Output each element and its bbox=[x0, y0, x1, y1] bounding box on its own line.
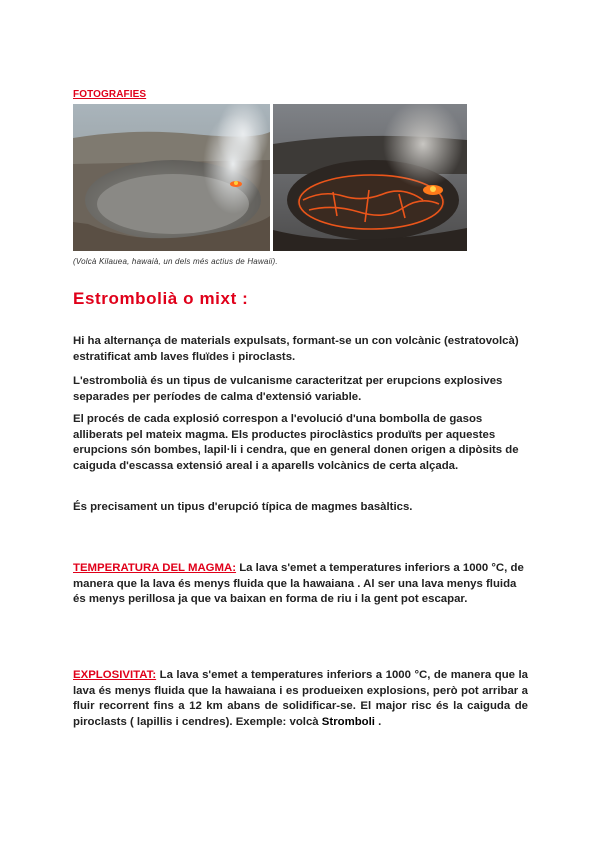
section-title: Estrombolià o mixt : bbox=[73, 289, 249, 308]
paragraph-2: L'estrombolià és un tipus de vulcanisme caracteritzat per erupcions explosives separades per períodes de calma d'extensió variable. bbox=[73, 375, 503, 403]
explosivity-end: . bbox=[374, 715, 382, 728]
explosivity-label: EXPLOSIVITAT: bbox=[73, 669, 157, 681]
photo-caption: (Volcà Kilauea, hawaià, un dels més actius de Hawaii). bbox=[73, 257, 278, 266]
kilauea-crater-day-photo bbox=[73, 104, 270, 251]
paragraph-1: Hi ha alternança de materials expulsats, formant-se un con volcànic (estratovolcà) estratificat amb laves fluïdes i piroclasts. bbox=[73, 335, 519, 363]
explosivity-paragraph bbox=[73, 668, 528, 730]
explosivity-text: La lava s'emet a temperatures inferiors a 1000 °C, de manera que la lava és menys fluida que la hawaiana i es produeixen explosions, però pot arribar a fluir recorrent fins a 12 km abans de solidificar-se. El major risc és la caiguda de piroclasts ( lapillis i cendres). Exemple: volcà bbox=[73, 669, 528, 728]
explosivity-example: Stromboli bbox=[321, 715, 375, 728]
temperature-text: La lava s'emet a temperatures inferiors a 1000 °C, de manera que la lava és menys fluida que la hawaiana . Al ser una lava menys fluida és menys perillosa ja que va baixan en forma de riu i la gent pot escapar. bbox=[73, 562, 524, 606]
temperature-label: TEMPERATURA DEL MAGMA: bbox=[73, 562, 237, 574]
photos-heading: FOTOGRAFIES bbox=[73, 89, 147, 100]
kilauea-crater-night-photo bbox=[273, 104, 467, 251]
paragraph-3: El procés de cada explosió correspon a l'evolució d'una bombolla de gasos alliberats pel mateix magma. Els productes piroclàstics produïts per aquestes erupcions són bombes, lapil·li i cendra, que en general donen origen a dipòsits de caiguda d'escassa extensió areal i a aparells volcànics de certa alçada. bbox=[73, 413, 519, 472]
temperature-paragraph bbox=[73, 561, 528, 608]
paragraph-4: És precisament un tipus d'erupció típica de magmes basàltics. bbox=[73, 501, 413, 513]
